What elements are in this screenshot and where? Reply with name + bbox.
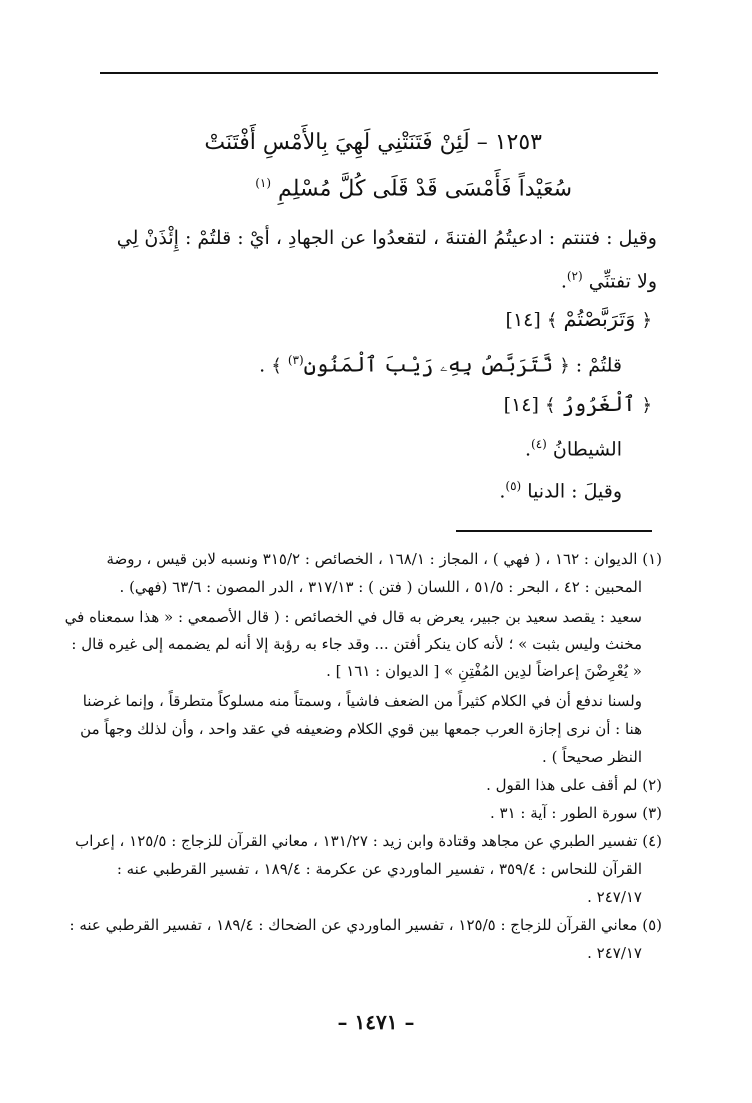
footnote-ref-1: (١) [255,176,272,190]
footnote-ref-2: (٢) [566,269,583,283]
footnote-ref-5: (٥) [505,479,522,493]
explanation-1-text: الشيطانُ [552,438,622,461]
verse-line-2-text: سُعَيْداً فَأَمْسَى قَدْ قَلَى كُلَّ مُسْلِمِ [278,176,572,202]
open-brace: ﴿ [641,310,652,331]
quran-word-2-explanation-1: الشيطانُ $^{(٤)}$. [524,437,622,461]
qila-line-1-text: وقيل : فتنتم : ادعيتُمُ الفتنةَ ، لتقعدُوا عن الجهادِ ، أيْ : قلتُمْ : إِئْذَنْ لِي [116,227,657,249]
quran-word-1-text: وَتَرَبَّصْتُمْ [563,307,636,331]
page-number: – ١٤٧١ – [337,1010,415,1034]
qila-line-1 [117,224,657,252]
close-brace: ﴾ [271,355,282,377]
footnote-line: هنا : أن نرى إجازة العرب جمعها بين قوي الكلام وضعيفه في عقد واحد ، وأن لذلك وجهاً من [80,720,642,738]
footnote-ref-4: (٤) [531,437,547,451]
footnote-ref-3: (٣) [287,353,304,367]
quran-word-2-explanation-2: وقيلَ : الدنيا $^{(٥)}$. [499,479,622,503]
footnote-line: (٢) لم أقف على هذا القول . [486,776,662,794]
explanation-prefix: قلتُمْ : [575,354,622,377]
footnote-line: (١) الديوان : ١٦٢ ، ( فهي ) ، المجاز : ١٦٨/١ ، الخصائص : ٣١٥/٢ ونسبه لابن قيس ، روضة [106,550,662,568]
footnote-line: القرآن للنحاس : ٣٥٩/٤ ، تفسير الماوردي عن عكرمة : ١٨٩/٤ ، تفسير القرطبي عنه : [116,860,642,878]
footnote-line: « يُعْرِضْنَ إعراضاً لدِين المُفْتِنِ » [ الديوان : ١٦١ ] . [326,662,642,680]
footnote-line: النظر صحيحاً ) . [542,748,642,766]
footnote-line: المحبين : ٤٢ ، البحر : ٥١/٥ ، اللسان ( فتن ) : ٣١٧/١٣ ، الدر المصون : ٦٣/٦ (فهي) . [119,578,642,596]
verse-line-1-text: ١٢٥٣ – لَئِنْ فَتَنَتْنِي لَهِيَ بِالأَمْسِ أَفْتَنَتْ [204,130,542,155]
explanation-end: . [259,354,266,377]
footnote-line: سعيد : يقصد سعيد بن جبير، يعرض به قال في الخصائص : ( قال الأصمعي : « هذا سمعناه في [64,608,642,626]
footnote-line: ٢٤٧/١٧ . [587,944,642,962]
verse-ref-1: [١٤] [505,309,541,331]
footnote-line: مخنث وليس بثبت » ؛ لأنه كان ينكر أفتن ... وقد جاء به رؤبة إلا أنه لم يضممه إلى غيره قال : [71,635,642,653]
explanation-2-text: وقيلَ : الدنيا [527,480,622,503]
quran-word-2 [504,390,652,420]
footnote-rule [456,530,652,532]
quran-quote: نَّتَرَبَّصُ بِهِۦ رَيْبَ ٱلْمَنُونِ [303,352,554,377]
footnote-line: (٥) معاني القرآن للزجاج : ١٢٥/٥ ، تفسير الماوردي عن الضحاك : ١٨٩/٤ ، تفسير القرطبي عنه : [69,916,662,934]
qila-line-2-text: ولا تفتنِّي [588,270,657,293]
open-brace: ﴿ [559,355,570,377]
quran-word-1-explanation [259,346,622,380]
quran-word-2-text: ٱلْغَرُورُ [561,392,636,416]
verse-line-2 [152,168,572,204]
close-brace: ﴾ [544,395,556,416]
footnote-line: (٣) سورة الطور : آية : ٣١ . [489,804,662,822]
qila-line-2 [561,262,657,295]
top-rule [100,72,658,74]
quran-word-1 [506,305,652,335]
footnote-line: (٤) تفسير الطبري عن مجاهد وقتادة وابن زيد : ١٣١/٢٧ ، معاني القرآن للزجاج : ١٢٥/٥ ، إعراب [75,832,662,850]
open-brace: ﴿ [641,395,652,416]
qila-line-2-end: . [560,270,567,293]
footnote-line: ولسنا ندفع أن في الكلام كثيراً من الضعف فاشياً ، وسمتاً منه مسلوكاً متطرقاً ، وإنما غرضنا [82,692,642,710]
footnote-line: ٢٤٧/١٧ . [587,888,642,906]
close-brace: ﴾ [546,310,558,331]
verse-line-1 [122,128,542,158]
verse-ref-2: [١٤] [503,394,539,416]
